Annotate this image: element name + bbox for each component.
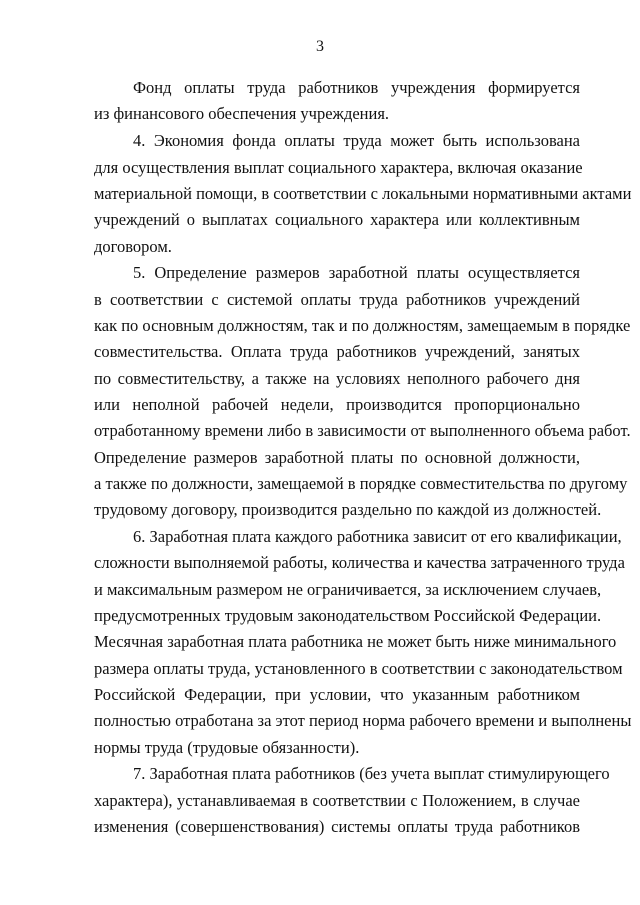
text-line: трудовому договору, производится раздельно по каждой из должностей. [94,500,602,519]
text-line: по совместительству, а также на условиях неполного рабочего дня [94,369,580,388]
text-line: для осуществления выплат социального характера, включая оказание [94,158,583,177]
text-line: Месячная заработная плата работника не может быть ниже минимального [94,632,617,651]
text-line: материальной помощи, в соответствии с локальными нормативными актами [94,184,632,203]
text-line: 7. Заработная плата работников (без учета выплат стимулирующего [133,764,610,783]
text-line: совместительства. Оплата труда работников учреждений, занятых [94,342,580,361]
text-line: или неполной рабочей недели, производится пропорционально [94,395,580,414]
text-line: изменения (совершенствования) системы оплаты труда работников [94,817,580,836]
text-line: 5. Определение размеров заработной платы осуществляется [133,263,580,282]
text-line: полностью отработана за этот период норма рабочего времени и выполнены [94,711,632,730]
text-line: учреждений о выплатах социального характера или коллективным [94,210,580,229]
text-line: 4. Экономия фонда оплаты труда может быть использована [133,131,580,150]
text-line: а также по должности, замещаемой в порядке совместительства по другому [94,474,628,493]
text-line: и максимальным размером не ограничивается, за исключением случаев, [94,580,602,599]
text-line: из финансового обеспечения учреждения. [94,104,390,123]
text-line: отработанному времени либо в зависимости от выполненного объема работ. [94,421,631,440]
text-line: предусмотренных трудовым законодательством Российской Федерации. [94,606,602,625]
text-line: Российской Федерации, при условии, что указанным работником [94,685,580,704]
text-line: нормы труда (трудовые обязанности). [94,738,360,757]
text-line: договором. [94,237,172,256]
page-number: 3 [316,38,324,55]
text-line: Фонд оплаты труда работников учреждения формируется [133,78,580,97]
text-line: 6. Заработная плата каждого работника зависит от его квалификации, [133,527,622,546]
text-line: Определение размеров заработной платы по основной должности, [94,448,580,467]
text-line: характера), устанавливаемая в соответствии с Положением, в случае [94,791,580,810]
text-line: как по основным должностям, так и по должностям, замещаемым в порядке [94,316,631,335]
text-line: размера оплаты труда, установленного в соответствии с законодательством [94,659,623,678]
text-line: в соответствии с системой оплаты труда работников учреждений [94,290,580,309]
text-line: сложности выполняемой работы, количества и качества затраченного труда [94,553,625,572]
